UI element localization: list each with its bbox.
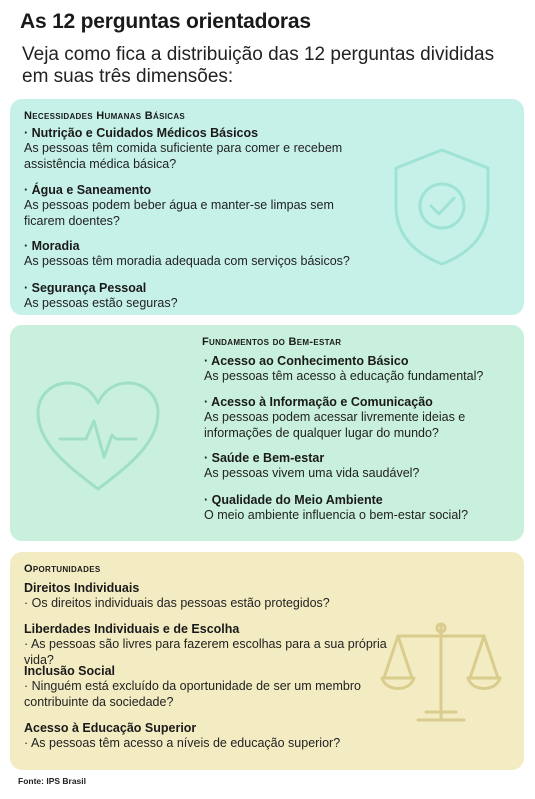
source-credit: Fonte: IPS Brasil bbox=[18, 776, 87, 786]
question-text: · As pessoas têm acesso a níveis de educação superior? bbox=[24, 736, 341, 750]
question-title: · Nutrição e Cuidados Médicos Básicos bbox=[24, 126, 259, 140]
question-item bbox=[204, 395, 514, 441]
question-title: Acesso à Educação Superior bbox=[24, 721, 197, 735]
question-title: · Saúde e Bem-estar bbox=[204, 451, 325, 465]
heart-pulse-icon bbox=[32, 377, 164, 497]
section-title: Oportunidades bbox=[24, 563, 101, 575]
question-item bbox=[24, 281, 374, 312]
section-opportunities bbox=[10, 552, 524, 770]
question-title: · Água e Saneamento bbox=[24, 183, 152, 197]
question-title: Liberdades Individuais e de Escolha bbox=[24, 622, 240, 636]
shield-check-icon bbox=[388, 144, 496, 269]
question-item bbox=[24, 183, 374, 229]
section-basic-needs bbox=[10, 99, 524, 315]
question-text: As pessoas podem beber água e manter-se limpas sem ficarem doentes? bbox=[24, 198, 334, 228]
question-item bbox=[24, 581, 404, 612]
question-item bbox=[24, 126, 374, 172]
question-item bbox=[204, 354, 514, 385]
question-text: As pessoas têm comida suficiente para comer e recebem assistência médica básica? bbox=[24, 141, 343, 171]
question-text: As pessoas estão seguras? bbox=[24, 296, 178, 310]
section-title: Fundamentos do Bem-estar bbox=[202, 336, 342, 348]
question-text: As pessoas têm acesso à educação fundamental? bbox=[204, 369, 484, 383]
question-text: As pessoas têm moradia adequada com serviços básicos? bbox=[24, 254, 350, 268]
question-item bbox=[204, 493, 514, 524]
page-title: As 12 perguntas orientadoras bbox=[20, 10, 311, 33]
question-text: O meio ambiente influencia o bem-estar social? bbox=[204, 508, 469, 522]
question-text: As pessoas podem acessar livremente ideias e informações de qualquer lugar do mundo? bbox=[204, 410, 466, 440]
section-title: Necessidades Humanas Básicas bbox=[24, 110, 186, 122]
question-text: · Os direitos individuais das pessoas estão protegidos? bbox=[24, 596, 330, 610]
question-title: · Acesso à Informação e Comunicação bbox=[204, 395, 433, 409]
page-subtitle: Veja como fica a distribuição das 12 perguntas divididas em suas três dimensões: bbox=[22, 44, 495, 87]
question-title: · Moradia bbox=[24, 239, 80, 253]
question-title: · Segurança Pessoal bbox=[24, 281, 147, 295]
question-text: As pessoas vivem uma vida saudável? bbox=[204, 466, 420, 480]
question-item bbox=[24, 239, 374, 270]
section-wellbeing bbox=[10, 325, 524, 541]
question-title: Direitos Individuais bbox=[24, 581, 140, 595]
question-text: · Ninguém está excluído da oportunidade de ser um membro contribuinte da sociedade? bbox=[24, 679, 361, 709]
question-title: · Acesso ao Conhecimento Básico bbox=[204, 354, 409, 368]
question-text: · As pessoas são livres para fazerem escolhas para a sua própria vida? bbox=[24, 637, 387, 667]
question-item bbox=[24, 622, 404, 668]
question-item bbox=[24, 664, 404, 710]
question-title: · Qualidade do Meio Ambiente bbox=[204, 493, 383, 507]
scale-icon bbox=[380, 612, 502, 734]
question-item bbox=[204, 451, 514, 482]
question-item bbox=[24, 721, 404, 752]
question-title: Inclusão Social bbox=[24, 664, 116, 678]
